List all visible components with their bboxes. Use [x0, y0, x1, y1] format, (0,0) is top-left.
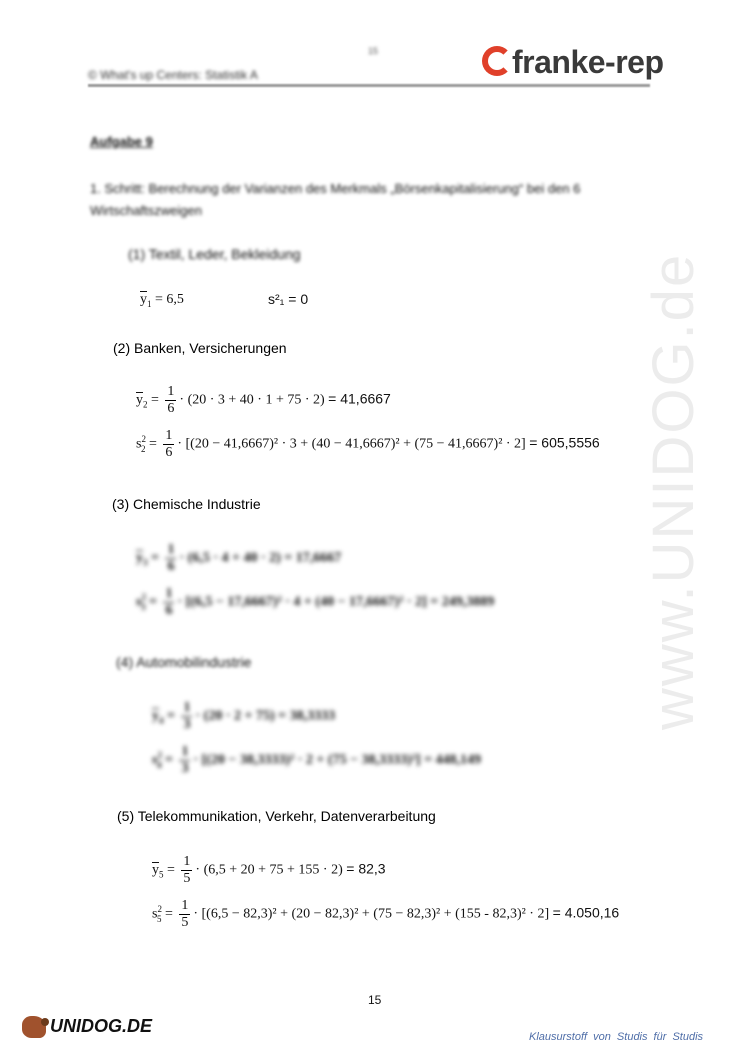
section-2-mean: $\overline{y}_2$ = $\frac{1}{6}$ · (20 · 3 + 40 · 1 + 75 · 2) = 41,6667 — [136, 384, 391, 416]
section-1-variance: s²₁ = 0 — [268, 291, 309, 307]
watermark-text: www.UNIDOG.de — [641, 252, 706, 730]
section-4-label: (4) Automobilindustrie — [116, 654, 252, 670]
fraction: $\frac{1}{6}$ — [167, 384, 175, 416]
section-2-label: (2) Banken, Versicherungen — [113, 340, 287, 356]
header-text: © What's up Centers: Statistik A — [88, 68, 258, 82]
section-2-variance: $s^2_2$ = $\frac{1}{6}$ · [(20 − 41,6667)² · 3 + (40 − 41,6667)² + (75 − 41,6667)² · 2] = 605,5556 — [136, 428, 600, 460]
fraction: $\frac{1}{5}$ — [183, 854, 191, 886]
unidog-logo — [22, 1016, 152, 1038]
section-5-variance: $s^2_5$ = $\frac{1}{5}$ · [(6,5 − 82,3)² + (20 − 82,3)² + (75 − 82,3)² + (155 - 82,3)² · 2] = 4.050,16 — [152, 898, 620, 930]
dog-icon — [22, 1016, 46, 1038]
header-divider — [88, 84, 650, 87]
step-description: 1. Schritt: Berechnung der Varianzen des Merkmals „Börsenkapitalisierung“ bei den 6 Wirtschaftszweigen — [90, 181, 581, 218]
header-page-number: 15 — [368, 46, 379, 56]
section-4-mean: $\overline{y}_4$ = $\frac{1}{3}$ · (20 · 2 + 75) = 38,3333 — [152, 700, 336, 732]
fraction: $\frac{1}{6}$ — [165, 428, 173, 460]
section-3-mean: $\overline{y}_3$ = $\frac{1}{6}$ · (6,5 · 4 + 40 · 2) = 17,6667 — [136, 542, 342, 574]
section-5-mean: $\overline{y}_5$ = $\frac{1}{5}$ · (6,5 + 20 + 75 + 155 · 2) = 82,3 — [152, 854, 386, 886]
section-3-label: (3) Chemische Industrie — [112, 496, 261, 512]
fraction: $\frac{1}{5}$ — [181, 898, 189, 930]
section-1-label: (1) Textil, Leder, Bekleidung — [128, 246, 301, 262]
logo-text: franke-rep — [512, 44, 664, 80]
footer-page-number: 15 — [368, 993, 382, 1007]
task-title: Aufgabe 9 — [90, 134, 153, 149]
section-4-variance: $s^2_4$ = $\frac{1}{3}$ · [(20 − 38,3333)² · 2 + (75 − 38,3333)²] = 448,149 — [152, 744, 482, 776]
section-3-variance: $s^2_3$ = $\frac{1}{6}$ · [(6,5 − 17,6667)² · 4 + (40 − 17,6667)² · 2] = 249,3889 — [136, 586, 495, 618]
brand-text: UNIDOG.DE — [50, 1016, 153, 1036]
section-5-label: (5) Telekommunikation, Verkehr, Datenverarbeitung — [117, 808, 436, 824]
logo-mark-icon — [482, 46, 512, 76]
footer-tagline: Klausurstoff von Studis für Studis — [529, 1031, 704, 1043]
section-1-mean: $\overline{y}_1 = 6,5$ — [140, 292, 184, 309]
